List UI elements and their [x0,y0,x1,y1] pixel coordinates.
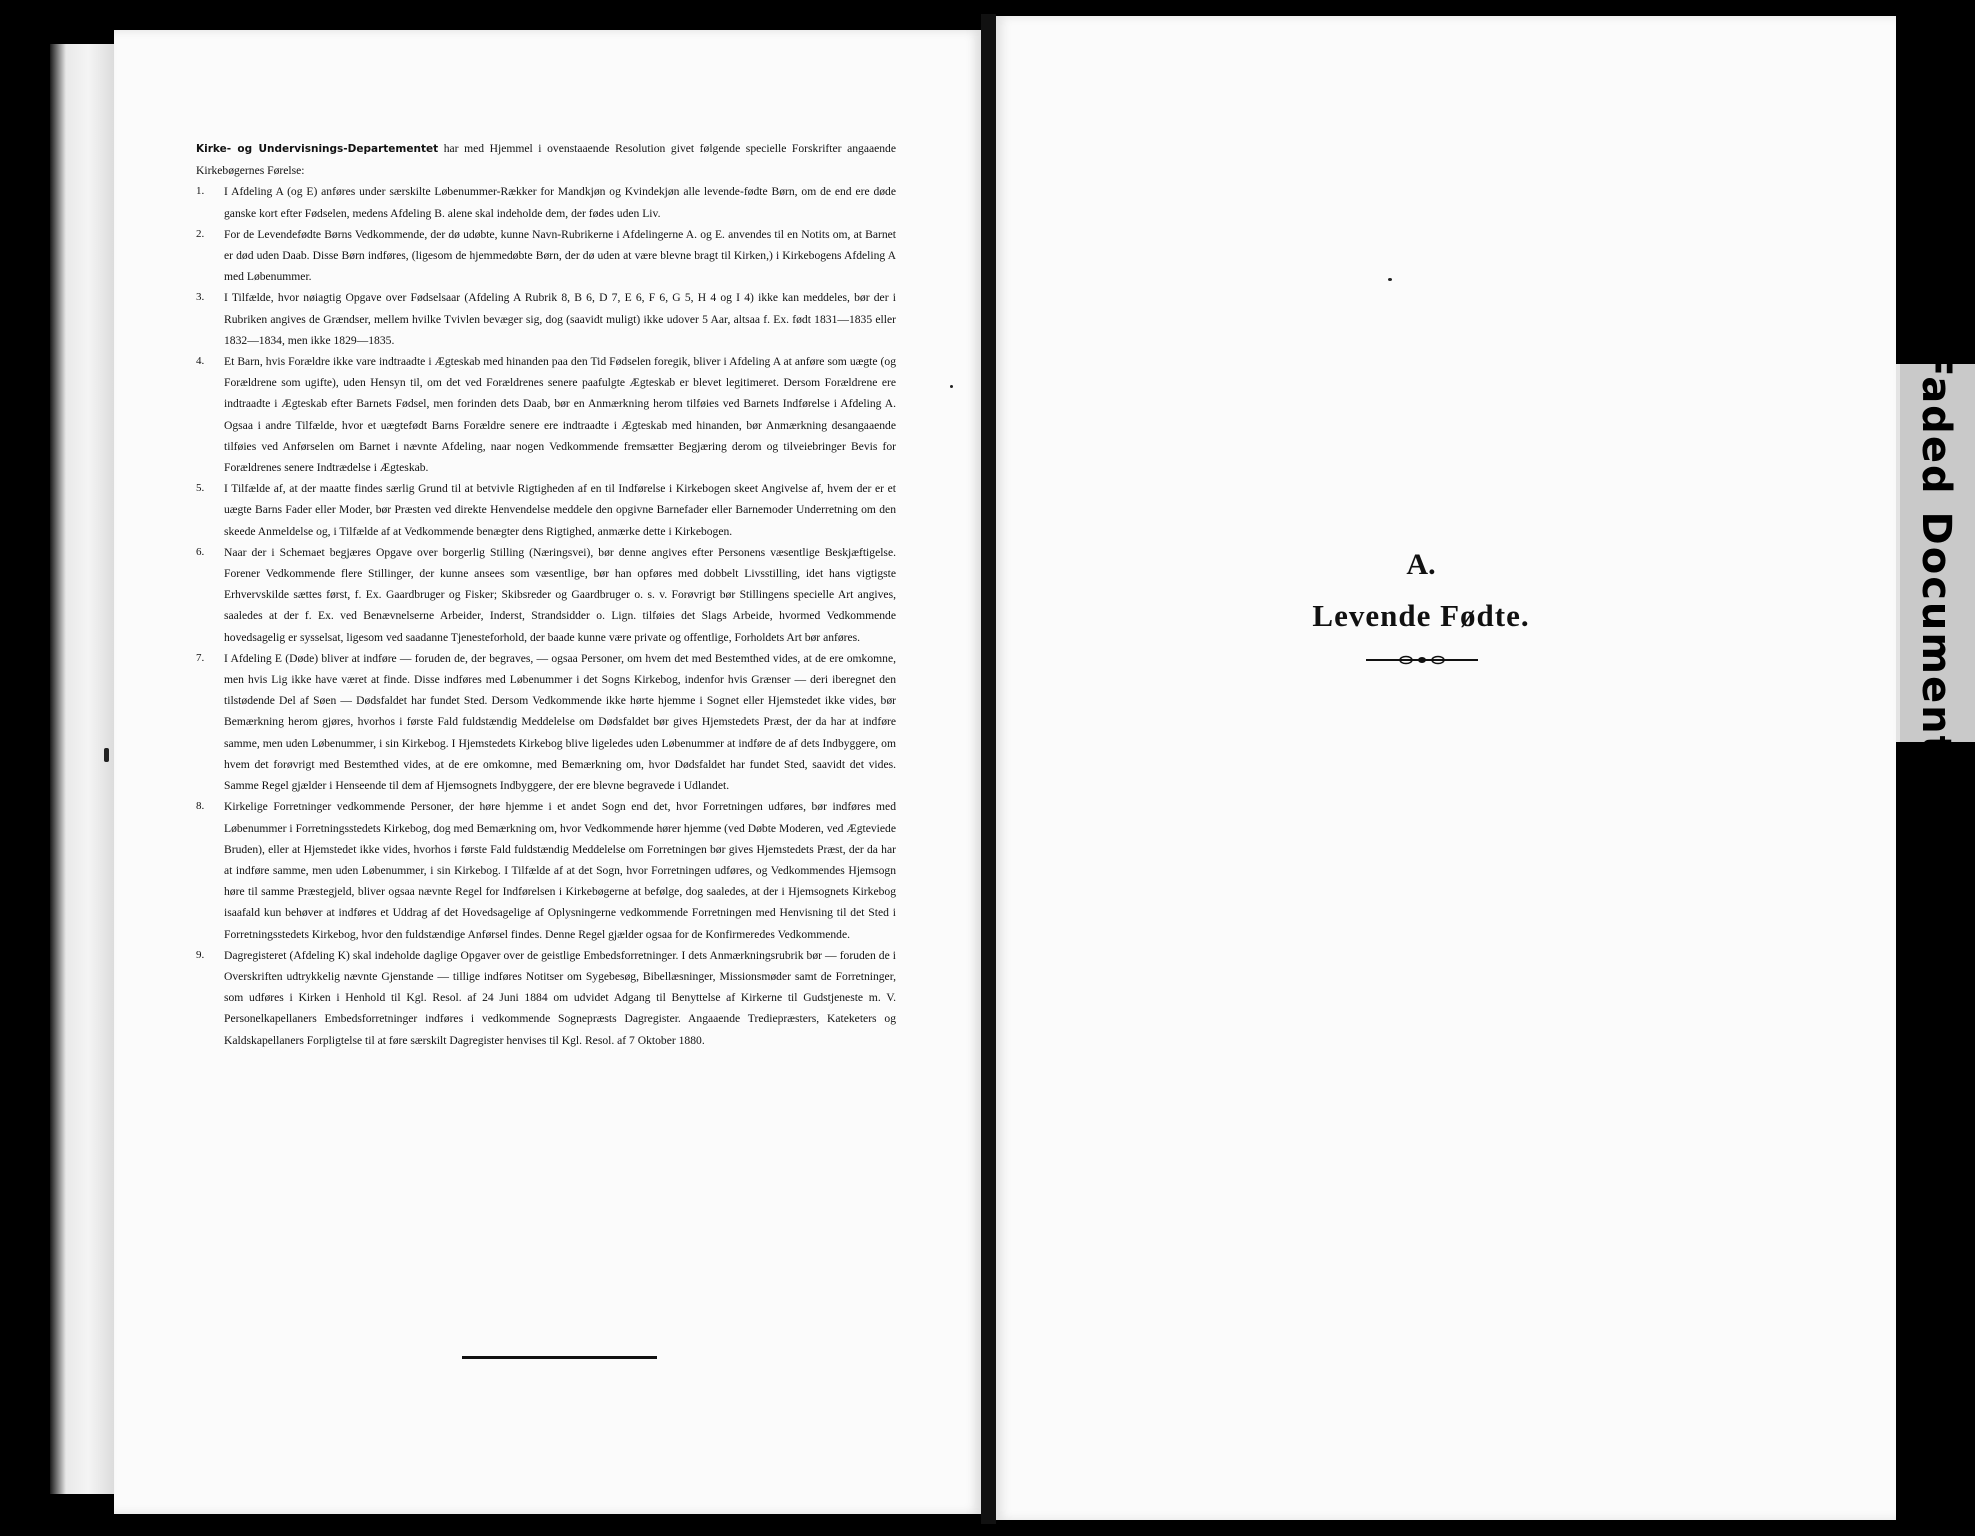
rule-number: 2. [196,227,205,240]
rule-number: 9. [196,948,205,961]
book-gutter [981,14,996,1524]
rule-item [196,351,896,478]
intro-department: Kirke- og Undervisnings-Departementet [196,143,439,155]
rule-text: I Tilfælde, hvor nøiagtig Opgave over Fødselsaar (Afdeling A Rubrik 8, B 6, D 7, E 6, F 6, G 5, H 4 og I 4) ikke kan meddeles, bør der i Rubriken angives de Grændser, mellem hvilke Tvivlen bevæger sig, dog (saavidt muligt) ikke udover 5 Aar, altsaa f. Ex. født 1831—1835 eller 1832—1834, men ikke 1829—1835. [224,291,896,347]
section-letter: A. [1406,548,1436,581]
rule-item [196,287,896,351]
rule-number: 6. [196,545,205,558]
rules-list [196,181,896,1050]
rule-text: Kirkelige Forretninger vedkommende Personer, der høre hjemme i et andet Sogn end det, hvor Forretningen udføres, bør indføres med Løbenummer i Forretningsstedets Kirkebog, dog med Bemærkning om, hvor Vedkommende hører hjemme (ved Døbte Moderen, ved Ægteviede Bruden), eller at Hjemstedet ikke vides, hvorhos i første Fald fuldstændig Meddelelse om Forretningen bør gives Hjemstedets Præst, der da har at indføre samme, men uden Løbenummer, i sin Kirkebog. I Tilfælde af at det Sogn, hvor Forretningen udføres, og Vedkommendes Hjemsogn høre til samme Præstegjeld, bliver ogsaa nævnte Regel for Indførelsen i Kirkebøgerne at befølge, dog saaledes, at der i Hjemsognets Kirkebog isaafald kun behøver at indføres et Uddrag af det Hovedsagelige af Oplysningerne vedkommende Forretningen med Henvisning til det Sted i Forretningsstedets Kirkebog, hvor den fuldstændige Anførsel findes. Denne Regel gjælder ogsaa for de Konfirmeredes Vedkommende. [224,800,896,941]
regulations-text [196,138,896,1051]
rule-item [196,796,896,944]
rule-item [196,478,896,542]
rule-text: Naar der i Schemaet begjæres Opgave over borgerlig Stilling (Næringsvei), bør denne angives efter Personens væsentlige Beskjæftigelse. Forener Vedkommende flere Stillinger, der kunne ansees som væsentlige, bør han opføres med dobbelt Livsstilling, idet hans vigtigste Erhvervskilde sættes først, f. Ex. Gaardbruger og Fisker; Skibsreder og Gaardbruger o. s. v. Forøvrigt bør Stillingens specielle Art angives, saaledes at der f. Ex. ved Benævnelserne Arbeider, Inderst, Strandsidder o. Lign. tilføies det Slags Arbeide, hvormed Vedkommende hovedsagelig er sysselsat, ligesom ved saadanne Tjenesteforhold, der baade kunne være private og offentlige, Forholdets Art bør anføres. [224,545,896,644]
rule-item [196,181,896,223]
rule-number: 1. [196,185,205,198]
ink-speck [950,385,953,388]
left-page-edge [50,44,114,1494]
rule-number: 7. [196,651,205,664]
ink-speck [104,748,109,762]
ornament-divider [1366,654,1478,666]
rule-item [196,945,896,1051]
rule-text: I Tilfælde af, at der maatte findes særlig Grund til at betvivle Rigtigheden af en til Indførelse i Kirkebogen skeet Angivelse af, hvem der er et uægte Barns Fader eller Moder, bør Præsten ved direkte Henvendelse meddele den opgivne Barnefader eller Barnemoder Underretning om den skeede Anmeldelse og, i Tilfælde af at Vedkommende benægter dens Rigtighed, anmærke dette i Kirkebogen. [224,482,896,538]
ink-speck [1388,278,1392,281]
faded-document-label [1896,349,1975,757]
rule-item [196,224,896,288]
closing-rule [462,1356,657,1359]
rule-text: Dagregisteret (Afdeling K) skal indeholde daglige Opgaver over de geistlige Embedsforretninger. I dets Anmærkningsrubrik bør — foruden de i Overskriften udtrykkelig nævnte Gjenstande — tillige indføres Notitser om Sygebesøg, Bibellæsninger, Missionsmøder samt de Forretninger, som udføres i Kirken i Henhold til Kgl. Resol. af 24 Juni 1884 om udvidet Adgang til Benyttelse af Kirkerne til Gudstjeneste m. V. Personelkapellaners Embedsforretninger indføres i vedkommende Sognepræsts Dagregister. Angaaende Trediepræsters, Kateketers og Kaldskapellaners Forpligtelse til at føre særskilt Dagregister henvises til Kgl. Resol. af 7 Oktober 1880. [224,948,896,1047]
rule-text: I Afdeling E (Døde) bliver at indføre — foruden de, der begraves, — ogsaa Personer, om hvem det med Bestemthed vides, at de ere omkomne, men hvis Lig ikke have været at finde. Disse indføres med Løbenummer i det Sogns Kirkebog, indenfor hvis Grænser — deri iberegnet den tilstødende Del af Søen — Dødsfaldet har fundet Sted. Dersom Vedkommende ikke hørte hjemme i Sognet eller Hjemstedet ikke vides, bør Bemærkning herom gjøres, hvorhos i første Fald fuldstændig Meddelelse om Dødsfaldet bør gives Hjemstedets Præst, der da har at indføre samme, men uden Løbenummer, i sin Kirkebog. I Hjemstedets Kirkebog blive ligeledes uden Løbenummer at indføre de af dets Indbyggere, om hvem det forøvrigt med Bestemthed vides, at de ere omkomne, med Bemærkning om, hvor Dødsfaldet har fundet Sted, saavidt det vides. Samme Regel gjælder i Henseende til dem af Hjemsognets Indbyggere, der ere blevne begravede i Udlandet. [224,651,896,793]
tab-label: Faded Document [1912,349,1959,757]
rule-number: 4. [196,355,205,368]
intro-text: har med Hjemmel i ovenstaaende Resolution givet følgende specielle Forskrifter angaaende Kirkebøgernes Førelse: [196,142,897,178]
rule-text: For de Levendefødte Børns Vedkommende, der dø udøbte, kunne Navn-Rubrikerne i Afdelingerne A. og E. anvendes til en Notits om, at Barnet er død uden Daab. Disse Børn indføres, (ligesom de hjemmedøbte Børn, der dø uden at være blevne bragt til Kirken,) i Kirkebogens Afdeling A med Løbenummer. [224,227,896,284]
rule-number: 8. [196,800,205,813]
rule-text: I Afdeling A (og E) anføres under særskilte Løbenummer-Rækker for Mandkjøn og Kvindekjøn alle levende-fødte Børn, om de end ere døde ganske kort efter Fødselen, medens Afdeling B. alene skal indeholde dem, der fødes uden Liv. [224,185,896,220]
rule-number: 5. [196,482,205,495]
rule-item [196,648,896,796]
rule-item [196,542,896,648]
rule-text: Et Barn, hvis Forældre ikke vare indtraadte i Ægteskab med hinanden paa den Tid Fødselen foregik, bliver i Afdeling A at anføre som uægte (og Forældrene som ugifte), uden Hensyn til, om det ved Forældrenes senere paafulgte Ægteskab er blevet legitimeret. Dersom Forældrene ere indtraadte i Ægteskab efter Barnets Fødsel, men forinden dets Daab, bør en Anmærkning herom tilføies ved Barnets Indførelse i Afdeling A. Ogsaa i andre Tilfælde, hvor et uægtefødt Barns Forældre senere ere indtraadte i Ægteskab med hinanden, bør Anmærkning desangaaende tilføies ved Anførselen om Barnet i nævnte Afdeling, naar nogen Vedkommende fremsætter Begjæring derom og tilveiebringer Bevis for Forældrenes senere Indtrædelse i Ægteskab. [224,355,896,475]
right-page [996,16,1896,1520]
rule-number: 3. [196,291,205,304]
intro-paragraph [196,138,896,181]
section-title: Levende Fødte. [1312,598,1530,633]
